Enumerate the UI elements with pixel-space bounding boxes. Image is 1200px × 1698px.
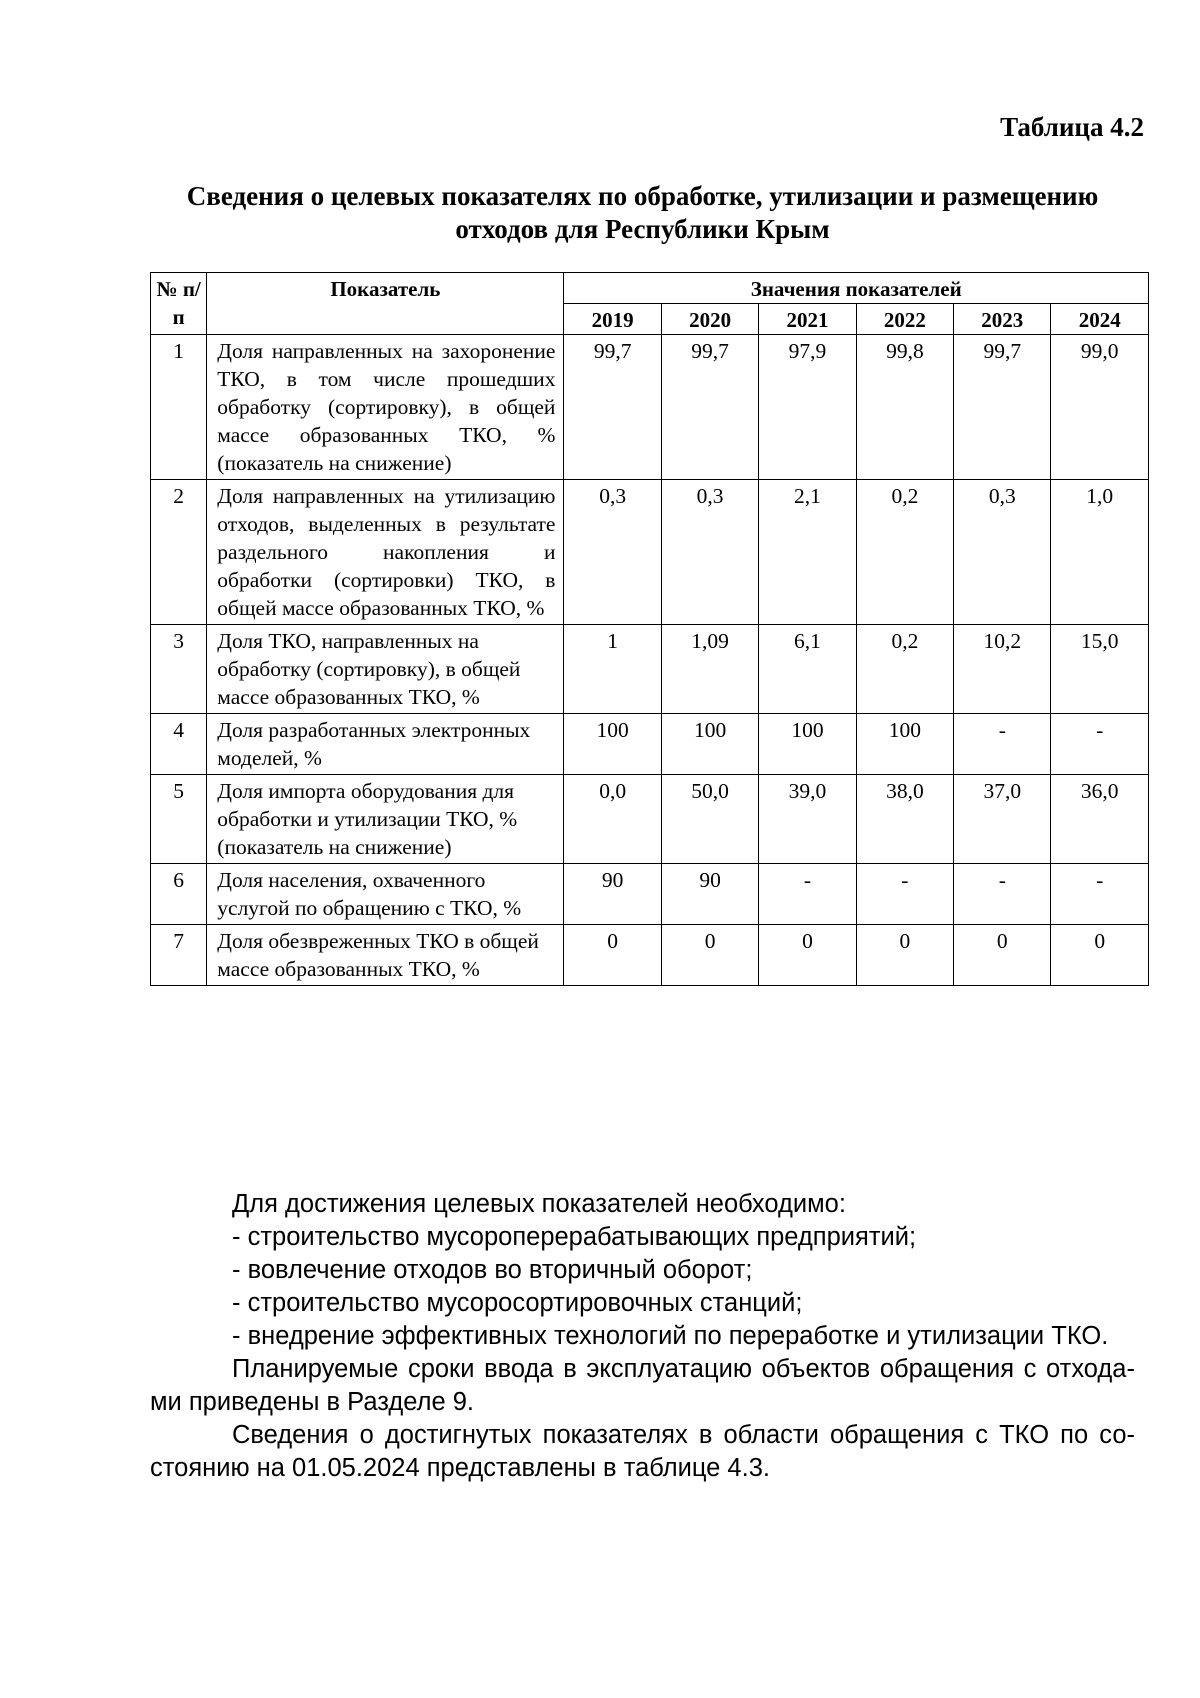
value-cell: 0 bbox=[1051, 925, 1149, 986]
bullet-item: - внедрение эффективных технологий по переработке и утилизации ТКО. bbox=[232, 1322, 1109, 1350]
value-cell: - bbox=[759, 864, 856, 925]
header-num: № п/ п bbox=[151, 273, 207, 335]
indicator-cell: Доля импорта оборудования для обработки и утилизации ТКО, % (показатель на снижение) bbox=[207, 775, 564, 864]
value-cell: 0,2 bbox=[856, 480, 953, 625]
value-cell: 0,3 bbox=[954, 480, 1051, 625]
value-cell: 1 bbox=[564, 625, 661, 714]
value-cell: - bbox=[954, 864, 1051, 925]
value-cell: 15,0 bbox=[1051, 625, 1149, 714]
header-row bbox=[151, 273, 1149, 304]
body-text bbox=[150, 1188, 1135, 1485]
indicator-cell: Доля ТКО, направленных на обработку (сортировку), в общей массе образованных ТКО, % bbox=[207, 625, 564, 714]
value-cell: 0,3 bbox=[661, 480, 758, 625]
indicators-table bbox=[150, 272, 1149, 986]
value-cell: 6,1 bbox=[759, 625, 856, 714]
indicator-cell: Доля разработанных электронных моделей, % bbox=[207, 714, 564, 775]
indicator-cell: Доля направленных на утилизацию отходов, выделенных в результате раздельного накопления и обработки (сортировки) ТКО, в общей массе образованных ТКО, % bbox=[207, 480, 564, 625]
value-cell: 0 bbox=[856, 925, 953, 986]
header-year: 2019 bbox=[564, 304, 661, 335]
paragraph-deadlines: Планируемые сроки ввода в эксплуатацию объектов обращения с отходами приведены в Разделе 9. bbox=[150, 1355, 1135, 1416]
row-number: 4 bbox=[151, 714, 207, 775]
row-number: 2 bbox=[151, 480, 207, 625]
value-cell: 0 bbox=[661, 925, 758, 986]
value-cell: 97,9 bbox=[759, 335, 856, 480]
value-cell: 1,09 bbox=[661, 625, 758, 714]
value-cell: 99,7 bbox=[954, 335, 1051, 480]
value-cell: 99,8 bbox=[856, 335, 953, 480]
value-cell: 39,0 bbox=[759, 775, 856, 864]
value-cell: 38,0 bbox=[856, 775, 953, 864]
table-row bbox=[151, 625, 1149, 714]
value-cell: 100 bbox=[564, 714, 661, 775]
value-cell: 99,7 bbox=[564, 335, 661, 480]
header-year: 2021 bbox=[759, 304, 856, 335]
value-cell: 0 bbox=[564, 925, 661, 986]
value-cell: 100 bbox=[856, 714, 953, 775]
value-cell: 100 bbox=[661, 714, 758, 775]
value-cell: - bbox=[1051, 714, 1149, 775]
row-number: 6 bbox=[151, 864, 207, 925]
table-row bbox=[151, 775, 1149, 864]
indicator-cell: Доля населения, охваченного услугой по обращению с ТКО, % bbox=[207, 864, 564, 925]
header-indicator: Показатель bbox=[207, 273, 564, 335]
intro-line: Для достижения целевых показателей необходимо: bbox=[232, 1190, 846, 1218]
header-year: 2024 bbox=[1051, 304, 1149, 335]
value-cell: - bbox=[856, 864, 953, 925]
value-cell: 36,0 bbox=[1051, 775, 1149, 864]
table-row bbox=[151, 335, 1149, 480]
value-cell: 100 bbox=[759, 714, 856, 775]
table-row bbox=[151, 925, 1149, 986]
value-cell: - bbox=[1051, 864, 1149, 925]
value-cell: 2,1 bbox=[759, 480, 856, 625]
bullet-item: - строительство мусоросортировочных станций; bbox=[232, 1289, 803, 1317]
header-values-group: Значения показателей bbox=[564, 273, 1149, 304]
table-row bbox=[151, 864, 1149, 925]
paragraph-achieved: Сведения о достигнутых показателях в области обращения с ТКО по состоянию на 01.05.2024 представлены в таблице 4.3. bbox=[150, 1421, 1135, 1482]
value-cell: 0 bbox=[954, 925, 1051, 986]
value-cell: 37,0 bbox=[954, 775, 1051, 864]
value-cell: 0 bbox=[759, 925, 856, 986]
value-cell: 99,7 bbox=[661, 335, 758, 480]
value-cell: 10,2 bbox=[954, 625, 1051, 714]
value-cell: 0,3 bbox=[564, 480, 661, 625]
value-cell: - bbox=[954, 714, 1051, 775]
table-row bbox=[151, 480, 1149, 625]
value-cell: 99,0 bbox=[1051, 335, 1149, 480]
value-cell: 90 bbox=[564, 864, 661, 925]
bullet-item: - вовлечение отходов во вторичный оборот; bbox=[232, 1256, 753, 1284]
row-number: 3 bbox=[151, 625, 207, 714]
value-cell: 1,0 bbox=[1051, 480, 1149, 625]
row-number: 5 bbox=[151, 775, 207, 864]
table-row bbox=[151, 714, 1149, 775]
value-cell: 0,0 bbox=[564, 775, 661, 864]
row-number: 1 bbox=[151, 335, 207, 480]
indicator-cell: Доля направленных на захоронение ТКО, в том числе прошедших обработку (сортировку), в общей массе образованных ТКО, % (показатель на снижение) bbox=[207, 335, 564, 480]
value-cell: 90 bbox=[661, 864, 758, 925]
row-number: 7 bbox=[151, 925, 207, 986]
header-year: 2020 bbox=[661, 304, 758, 335]
document-title: Сведения о целевых показателях по обработке, утилизации и размещению отходов для Республики Крым bbox=[186, 181, 1099, 244]
table-label: Таблица 4.2 bbox=[1000, 112, 1144, 142]
value-cell: 0,2 bbox=[856, 625, 953, 714]
value-cell: 50,0 bbox=[661, 775, 758, 864]
indicator-cell: Доля обезвреженных ТКО в общей массе образованных ТКО, % bbox=[207, 925, 564, 986]
bullet-item: - строительство мусороперерабатывающих предприятий; bbox=[232, 1223, 917, 1251]
header-year: 2022 bbox=[856, 304, 953, 335]
header-year: 2023 bbox=[954, 304, 1051, 335]
